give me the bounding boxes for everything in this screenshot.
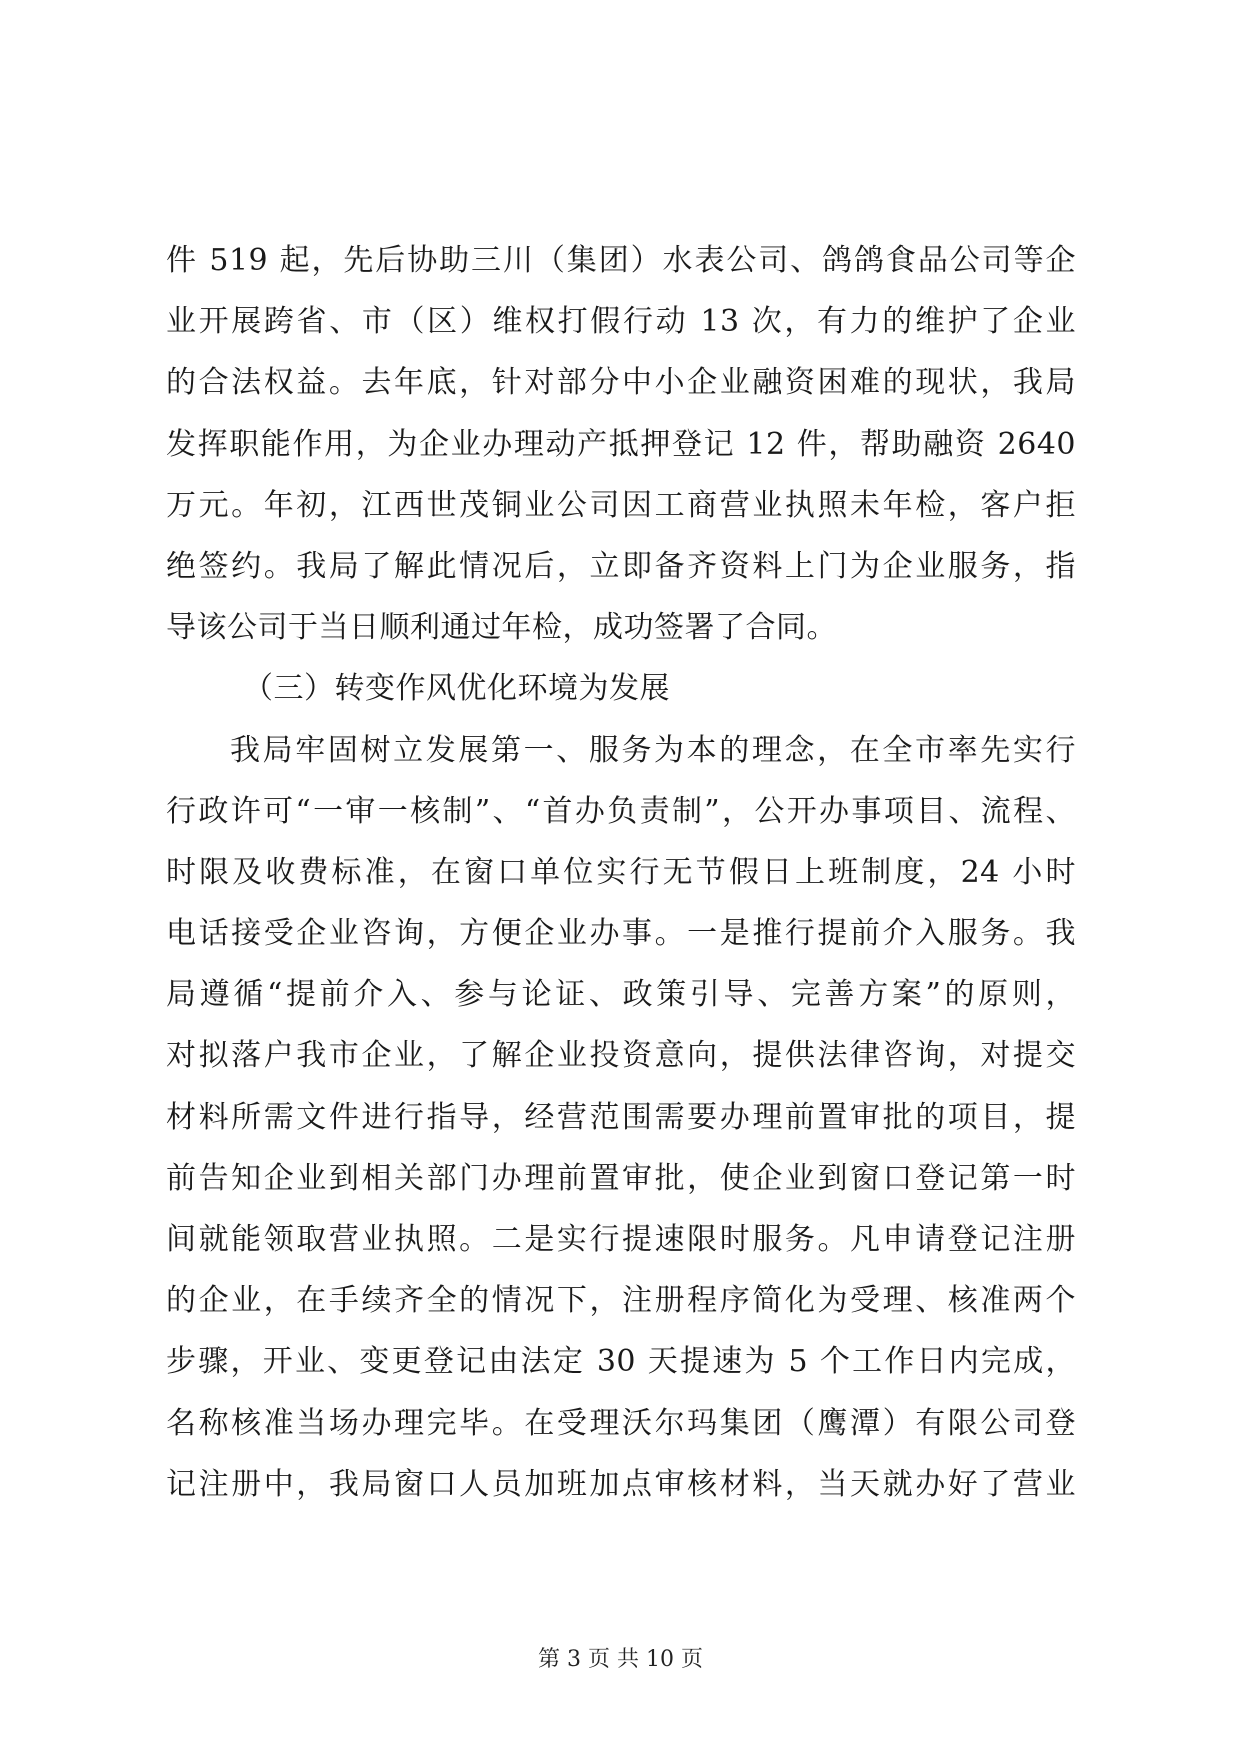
body-line-19: 步骤，开业、变更登记由法定 30 天提速为 5 个工作日内完成， [166,1344,1076,1380]
body-line-20: 名称核准当场办理完毕。在受理沃尔玛集团（鹰潭）有限公司登 [166,1405,1076,1441]
body-line-4: 发挥职能作用，为企业办理动产抵押登记 12 件，帮助融资 2640 [166,426,1076,462]
body-line-16: 前告知企业到相关部门办理前置审批，使企业到窗口登记第一时 [166,1160,1076,1196]
document-body [166,230,1076,1515]
body-line-21: 记注册中，我局窗口人员加班加点审核材料，当天就办好了营业 [166,1466,1076,1502]
body-line-10: 行政许可“一审一核制”、“首办负责制”，公开办事项目、流程、 [166,793,1076,829]
body-line-7: 导该公司于当日顺利通过年检，成功签署了合同。 [166,610,837,646]
body-line-14: 对拟落户我市企业，了解企业投资意向，提供法律咨询，对提交 [166,1038,1076,1074]
body-line-18: 的企业，在手续齐全的情况下，注册程序简化为受理、核准两个 [166,1283,1076,1319]
page-number-footer: 第 3 页 共 10 页 [538,1647,703,1672]
body-line-15: 材料所需文件进行指导，经营范围需要办理前置审批的项目，提 [166,1099,1076,1135]
body-line-2: 业开展跨省、市（区）维权打假行动 13 次，有力的维护了企业 [166,304,1076,340]
body-line-12: 电话接受企业咨询，方便企业办事。一是推行提前介入服务。我 [166,916,1076,952]
body-line-17: 间就能领取营业执照。二是实行提速限时服务。凡申请登记注册 [166,1222,1076,1257]
body-line-3: 的合法权益。去年底，针对部分中小企业融资困难的现状，我局 [166,365,1076,401]
body-line-6: 绝签约。我局了解此情况后，立即备齐资料上门为企业服务，指 [166,548,1076,584]
section-heading: （三）转变作风优化环境为发展 [243,671,670,707]
body-line-9: 我局牢固树立发展第一、服务为本的理念，在全市率先实行 [230,732,1076,768]
body-line-13: 局遵循“提前介入、参与论证、政策引导、完善方案”的原则， [166,977,1076,1013]
body-line-5: 万元。年初，江西世茂铜业公司因工商营业执照未年检，客户拒 [166,487,1076,523]
body-line-1: 件 519 起，先后协助三川（集团）水表公司、鸽鸽食品公司等企 [166,243,1076,278]
body-line-11: 时限及收费标准，在窗口单位实行无节假日上班制度，24 小时 [166,854,1076,890]
